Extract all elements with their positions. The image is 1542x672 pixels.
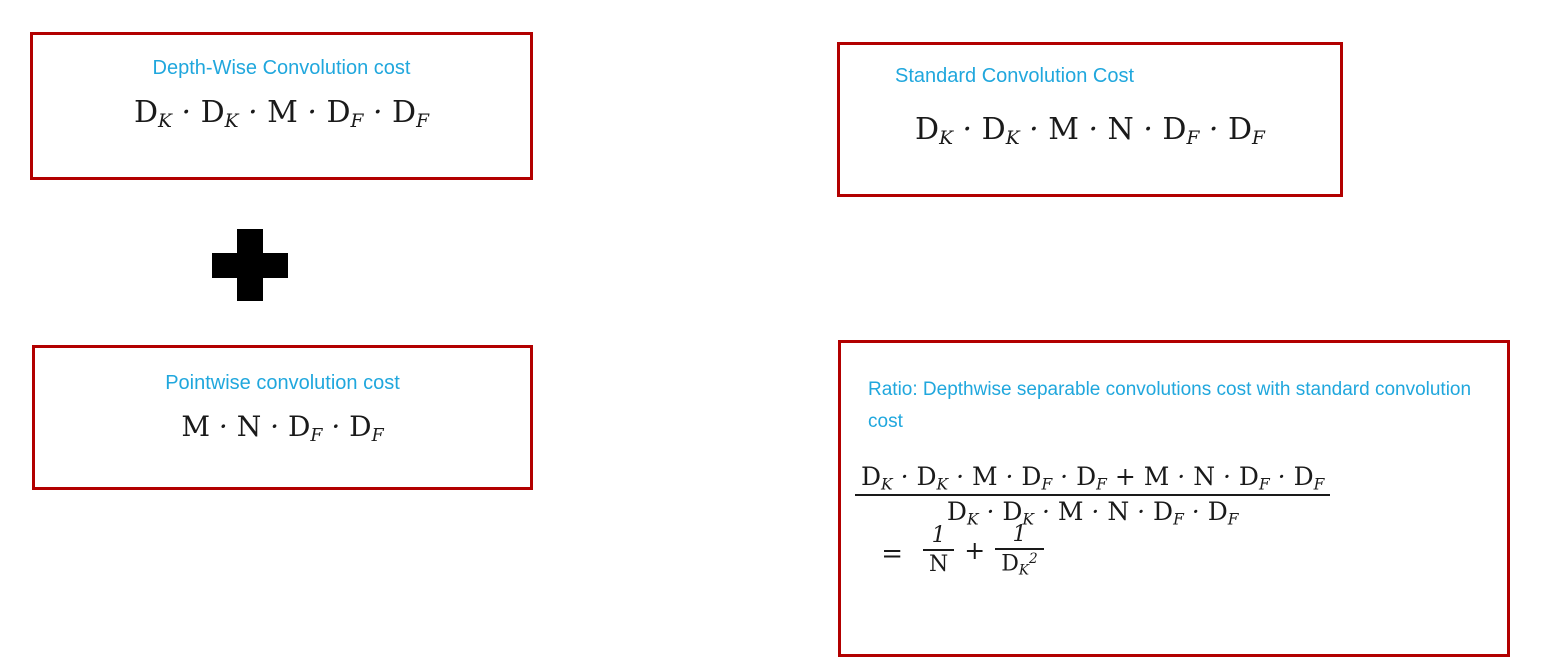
result-first-fraction — [923, 522, 954, 578]
result-second-fraction — [995, 521, 1044, 579]
pointwise-cost-formula: $M \cdot N \cdot D_F \cdot D_F$ — [181, 410, 384, 446]
result-second-numerator: 1 — [1012, 522, 1027, 547]
plus-vertical-bar — [237, 229, 263, 301]
ratio-result-row — [855, 461, 1495, 579]
ratio-denominator: $D_K \cdot D_K \cdot M \cdot N \cdot D_F \cdot D_F$ — [946, 497, 1239, 529]
ratio-equals-sign: = — [881, 539, 903, 569]
pointwise-cost-title: Pointwise convolution cost — [165, 372, 400, 394]
standard-cost-panel — [837, 42, 1343, 197]
standard-cost-title: Standard Convolution Cost — [895, 65, 1135, 87]
ratio-numerator: $D_K \cdot D_K \cdot M \cdot D_F \cdot D_F + M \cdot N \cdot D_F \cdot D_F$ — [861, 462, 1325, 494]
ratio-panel — [838, 340, 1510, 657]
depthwise-cost-panel — [30, 32, 533, 180]
depthwise-cost-title: Depth-Wise Convolution cost — [152, 57, 411, 79]
result-first-numerator: 1 — [931, 523, 946, 549]
pointwise-cost-panel — [32, 345, 533, 490]
result-second-denominator: $D_K^2$ — [1001, 551, 1038, 579]
depthwise-cost-formula: $D_K \cdot D_K \cdot M \cdot D_F \cdot D_F$ — [133, 95, 430, 133]
ratio-simplified-result — [915, 521, 1052, 579]
ratio-title: Ratio: Depthwise separable convolutions cost with standard convolution cost — [868, 379, 1472, 433]
standard-cost-formula: $D_K \cdot D_K \cdot M \cdot N \cdot D_F \cdot D_F$ — [915, 112, 1265, 150]
plus-operator-icon — [212, 229, 288, 301]
result-plus-operator: + — [964, 535, 986, 565]
result-first-denominator: N — [929, 552, 949, 578]
